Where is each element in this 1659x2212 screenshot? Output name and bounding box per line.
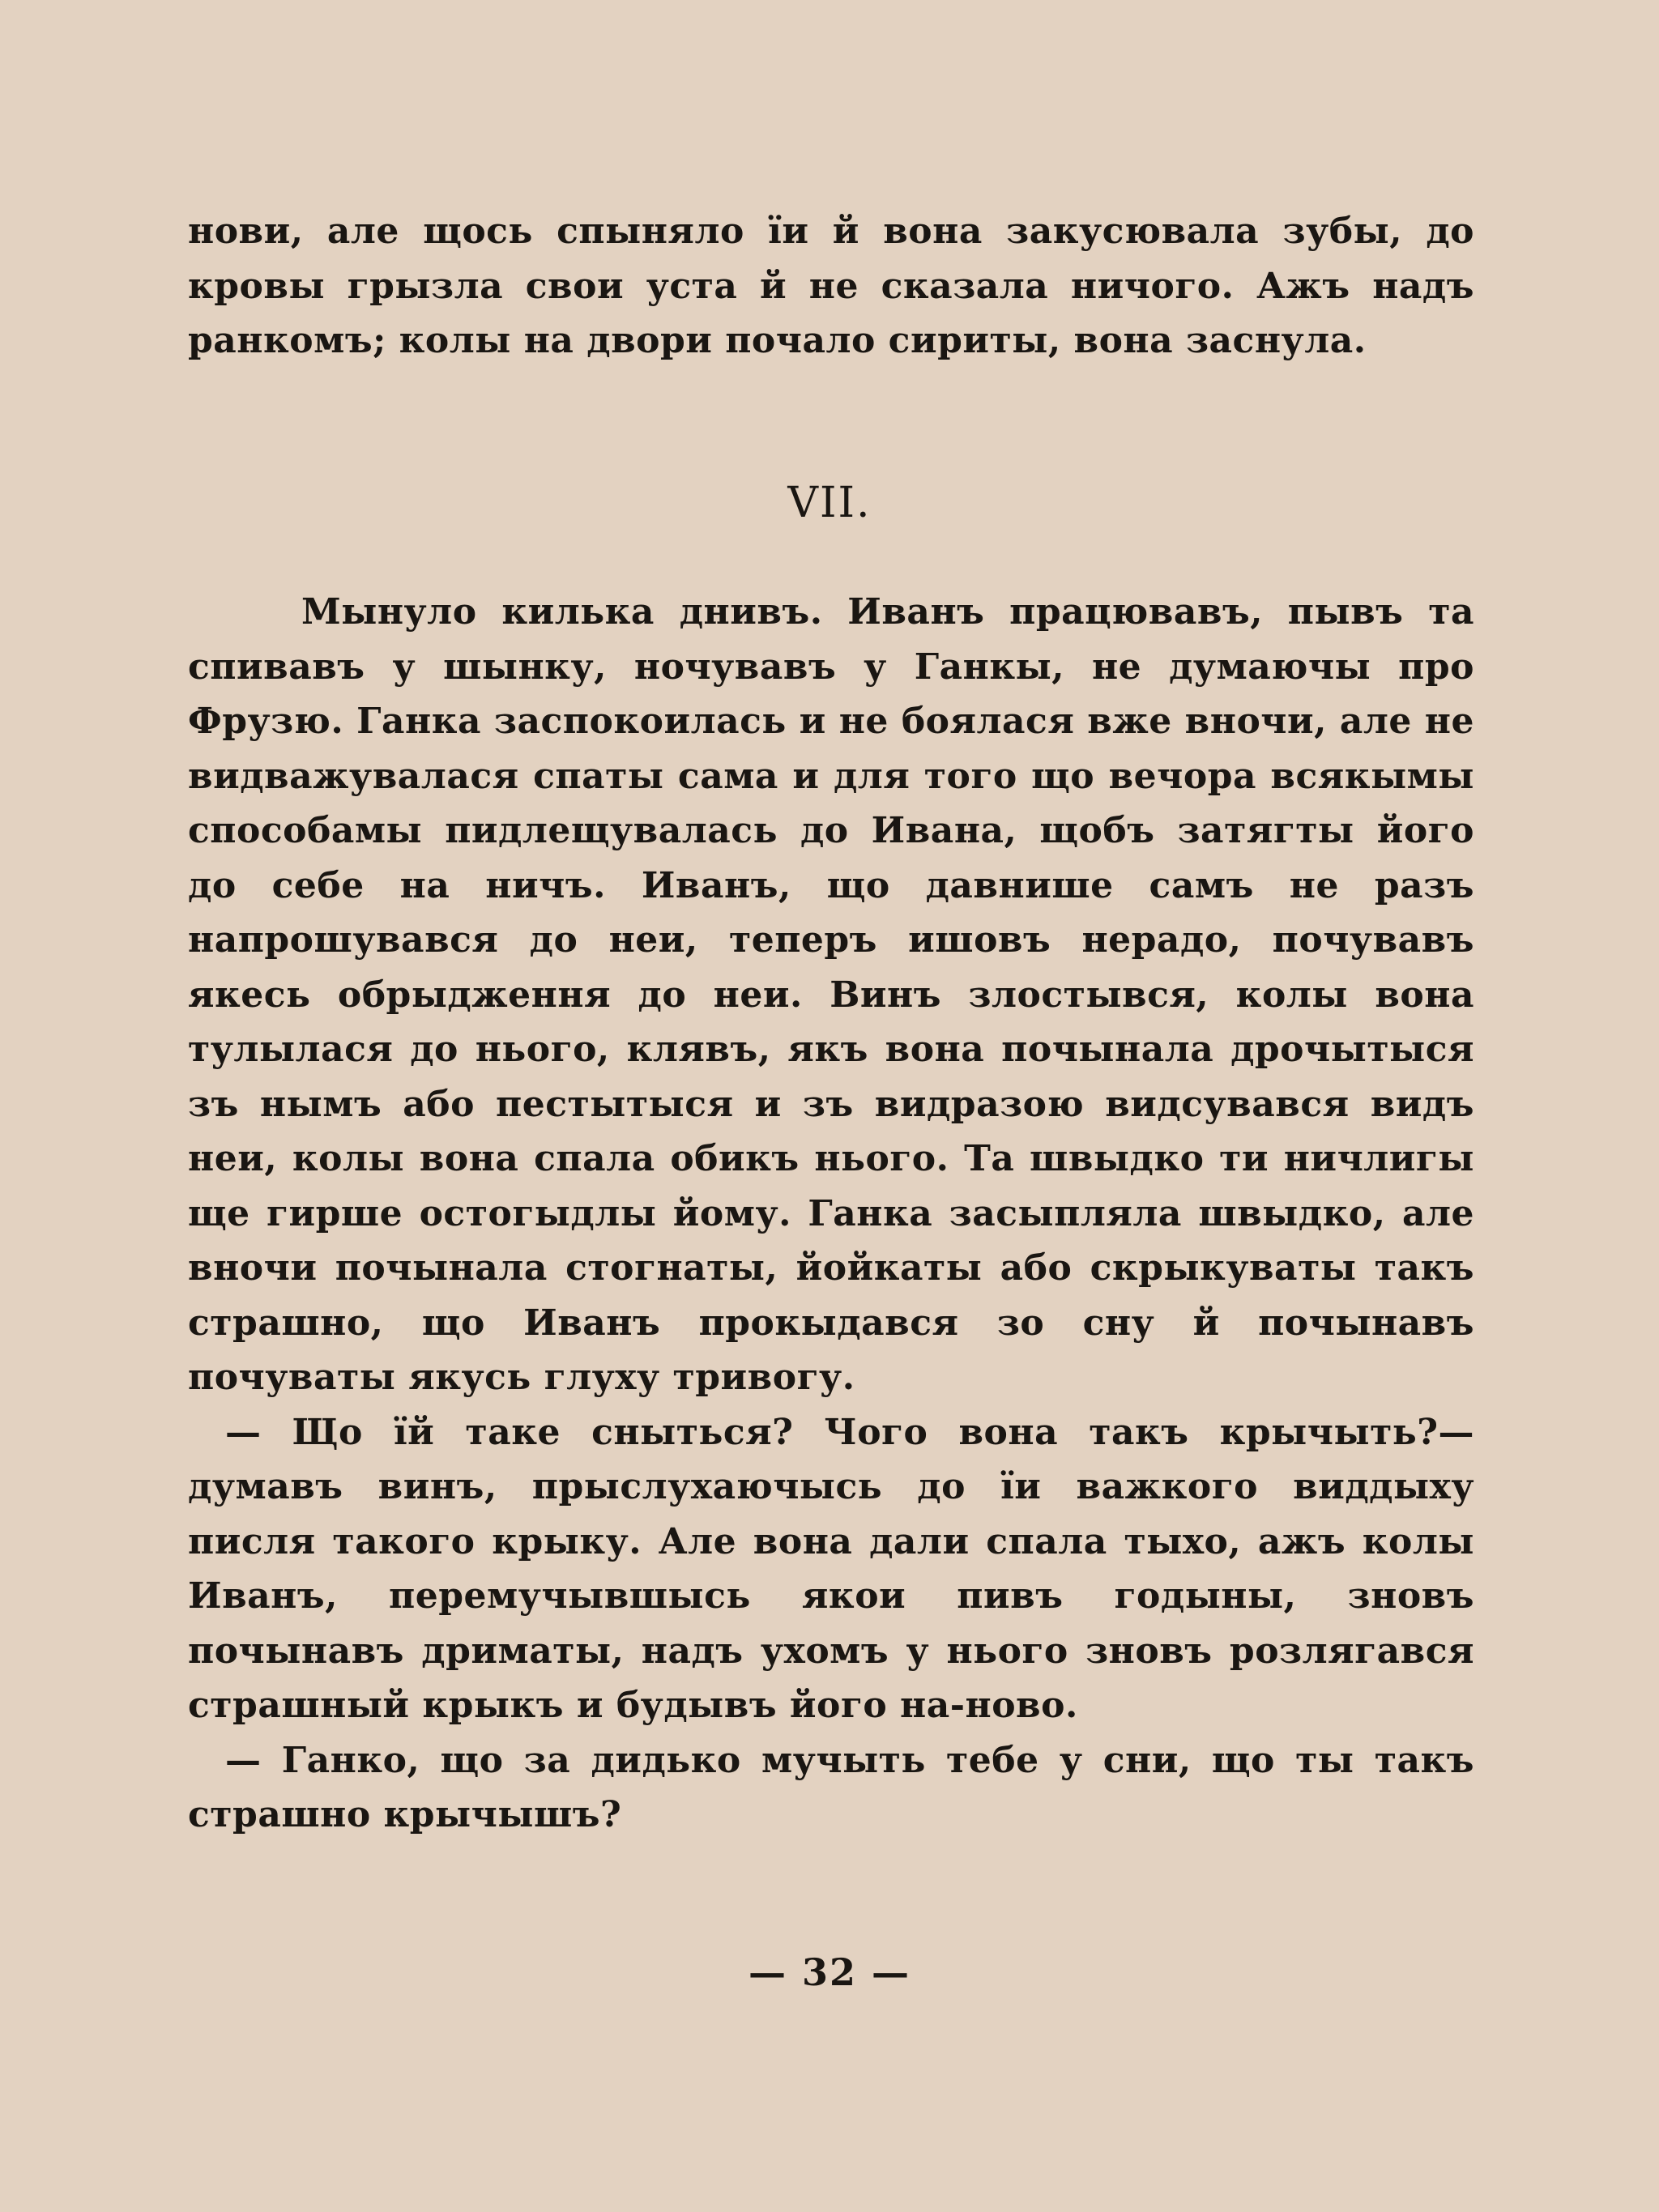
paragraph-dialogue-2: — Ганко, що за дидько мучыть тебе у сни, що ты такъ страшно крычышъ?	[188, 1739, 1474, 1835]
paragraph-dialogue-1: — Що їй таке сныться? Чого вона такъ крычыть?— думавъ винъ, прыслухаючысь до їи важкого виддыху писля такого крыку. Але вона дали спала тыхо, ажъ колы Иванъ, перемучывшысь якои пивъ годыны, зновъ почынавъ дриматы, надъ ухомъ у нього зновъ розлягався страшный крыкъ и будывъ його на-ново.	[188, 1411, 1474, 1726]
intro-paragraph-block	[188, 204, 1474, 369]
chapter-body	[188, 585, 1474, 1843]
chapter-heading: VII.	[787, 479, 872, 527]
page-number: — 32 —	[748, 1950, 911, 1994]
intro-paragraph: нови, але щось спыняло їи й вона закусювала зубы, до кровы грызла свои уста й не сказала ничого. Ажъ надъ ранкомъ; колы на двори почало сириты, вона заснула.	[188, 211, 1474, 361]
paragraph-main: Мынуло килька днивъ. Иванъ працювавъ, пывъ та спивавъ у шынку, ночувавъ у Ганкы, не думаючы про Фрузю. Ганка заспокоилась и не боялася вже вночи, але не видважувалася спаты сама и для того що вечора всякымы способамы пидлещувалась до Ивана, щобъ затягты його до себе на ничъ. Иванъ, що давнише самъ не разъ напрошувався до неи, теперъ ишовъ нерадо, почувавъ якесь обрыдження до неи. Винъ злостывся, колы вона тулылася до нього, клявъ, якъ вона почынала дрочытыся зъ нымъ або пестытыся и зъ видразою видсувався видъ неи, колы вона спала обикъ нього. Та швыдко ти ничлигы ще гирше остогыдлы йому. Ганка засыпляла швыдко, але вночи почынала стогнаты, йойкаты або скрыкуваты такъ страшно, що Иванъ прокыдався зо сну й почынавъ почуваты якусь глуху тривогу.	[188, 591, 1474, 1398]
